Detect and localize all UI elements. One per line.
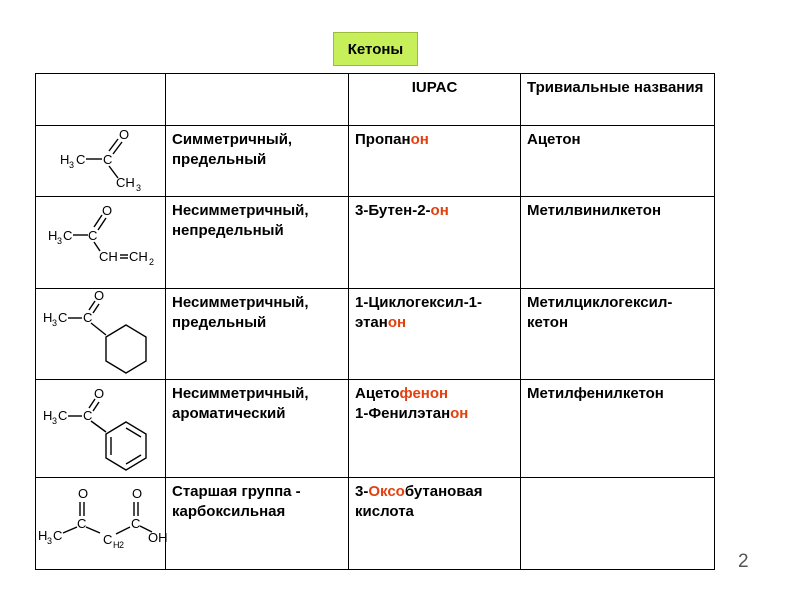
svg-text:O: O — [102, 203, 113, 218]
structure-cell — [36, 478, 166, 570]
svg-text:H: H — [38, 528, 48, 543]
svg-text:CH: CH — [116, 175, 135, 190]
svg-text:O: O — [78, 486, 89, 501]
iupac-name-1: Ацетофенон — [355, 385, 449, 402]
svg-text:H: H — [43, 408, 53, 423]
svg-text:C: C — [53, 528, 63, 543]
svg-text:C: C — [58, 408, 68, 423]
trivial-cell: Метилциклогексил-кетон — [521, 289, 715, 380]
page-number: 2 — [738, 551, 749, 572]
title-box — [333, 32, 418, 66]
svg-text:2: 2 — [119, 540, 125, 550]
svg-text:H: H — [113, 540, 120, 550]
trivial-cell: Метилфенилкетон — [521, 380, 715, 478]
svg-text:O: O — [94, 386, 105, 401]
iupac-name-2: 1-Фенилэтанон — [355, 405, 469, 422]
table-row — [36, 289, 715, 380]
svg-text:3: 3 — [52, 416, 58, 426]
type-cell: Старшая группа - карбоксильная — [166, 478, 349, 570]
acetone-structure — [36, 126, 165, 196]
iupac-cell: Пропанон — [349, 126, 521, 197]
svg-text:OH: OH — [148, 530, 168, 545]
type-cell: Несимметричный, ароматический — [166, 380, 349, 478]
header-empty-type — [166, 74, 349, 126]
type-cell: Несимметричный, предельный — [166, 289, 349, 380]
structure-cell — [36, 197, 166, 289]
svg-text:O: O — [119, 127, 130, 142]
methyl-vinyl-ketone-structure — [36, 197, 165, 287]
type-cell: Несимметричный, непредельный — [166, 197, 349, 289]
svg-text:CH: CH — [99, 249, 118, 264]
table-row — [36, 126, 715, 197]
trivial-cell: Ацетон — [521, 126, 715, 197]
svg-text:CH: CH — [129, 249, 148, 264]
svg-text:C: C — [83, 310, 93, 325]
table-row — [36, 380, 715, 478]
header-empty-structure — [36, 74, 166, 126]
table-header-row — [36, 74, 715, 126]
svg-text:3: 3 — [57, 236, 63, 246]
trivial-cell — [521, 478, 715, 570]
svg-text:C: C — [58, 310, 68, 325]
table-row — [36, 478, 715, 570]
header-trivial: Тривиальные названия — [521, 74, 715, 126]
oxobutanoic-acid-structure — [36, 478, 168, 568]
cyclohexyl-ketone-structure — [36, 289, 165, 379]
svg-text:H: H — [43, 310, 53, 325]
page-title: Кетоны — [347, 40, 404, 58]
trivial-cell: Метилвинилкетон — [521, 197, 715, 289]
table-row — [36, 197, 715, 289]
svg-text:C: C — [103, 152, 113, 167]
iupac-cell: 1-Циклогексил-1-этанон — [349, 289, 521, 380]
svg-text:C: C — [103, 532, 113, 547]
ketones-table — [35, 73, 715, 570]
structure-cell — [36, 289, 166, 380]
structure-cell — [36, 126, 166, 197]
svg-text:C: C — [83, 408, 93, 423]
svg-text:2: 2 — [149, 257, 155, 267]
svg-text:3: 3 — [69, 160, 75, 170]
svg-text:3: 3 — [136, 183, 142, 193]
type-cell: Симметричный, предельный — [166, 126, 349, 197]
svg-text:C: C — [131, 516, 141, 531]
svg-text:C: C — [77, 516, 87, 531]
iupac-cell — [349, 380, 521, 478]
svg-text:O: O — [132, 486, 143, 501]
svg-text:O: O — [94, 288, 105, 303]
svg-text:3: 3 — [47, 536, 53, 546]
svg-text:3: 3 — [52, 318, 58, 328]
svg-text:C: C — [76, 152, 86, 167]
structure-cell — [36, 380, 166, 478]
svg-text:H: H — [60, 152, 70, 167]
svg-text:C: C — [88, 228, 98, 243]
iupac-cell: 3-Оксобутановая кислота — [349, 478, 521, 570]
header-iupac: IUPAC — [349, 74, 521, 126]
iupac-cell: 3-Бутен-2-он — [349, 197, 521, 289]
svg-text:H: H — [48, 228, 58, 243]
svg-text:C: C — [63, 228, 73, 243]
acetophenone-structure — [36, 380, 165, 476]
